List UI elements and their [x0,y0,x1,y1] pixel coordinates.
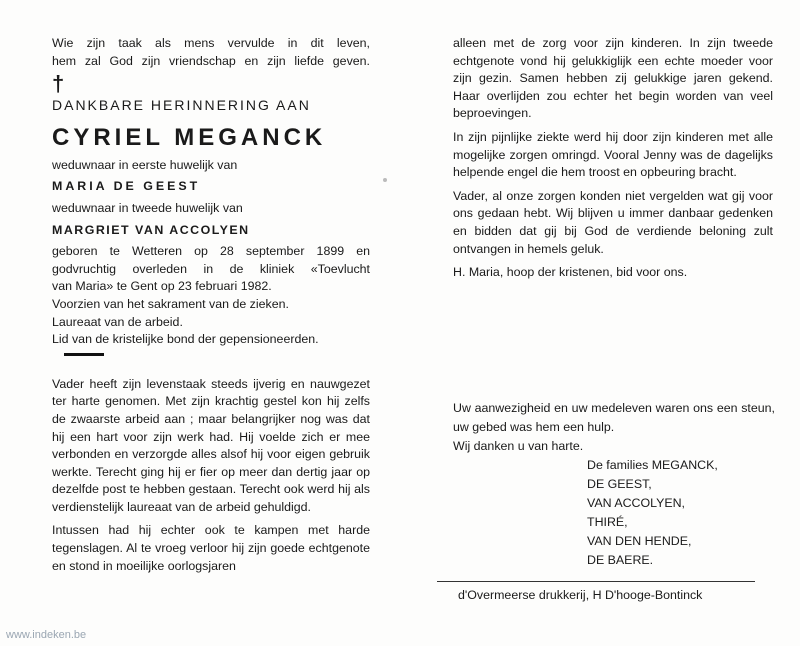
site-watermark: www.indeken.be [6,629,87,641]
bio-line: Voorzien van het sakrament van de zieken. [52,296,289,311]
second-marriage-label: weduwnaar in tweede huwelijk van [52,200,243,215]
printer-rule [437,581,755,582]
print-speck [383,178,387,182]
family-name: THIRÉ, [587,515,628,529]
remembrance-heading: DANKBARE HERINNERING AAN [52,97,311,114]
life-paragraph-3: alleen met de zorg voor zijn kinderen. In zijn tweede echtgenote vond hij gelukkiglijk een echte moeder voor zijn gezin. Samen hebben zij gelukkige jaren gekend. Haar overlijden zou echter het begin worden van veel beproevingen. [453,36,773,121]
family-name: VAN DEN HENDE, [587,534,692,548]
family-name: De families MEGANCK, [587,458,718,472]
bio-line: van Maria» te Gent op 23 februari 1982. [52,279,272,294]
life-paragraph-2: Intussen had hij echter ook te kampen met harde tegenslagen. Al te vroeg verloor hij zijn goede echtgenote en stond in moeilijke oorlogsjaren [52,523,370,573]
printer-credit: d'Overmeerse drukkerij, H D'hooge-Bontinck [458,588,703,602]
bio-line: godvruchtig overleden in de kliniek «Toevlucht [52,261,370,276]
divider-bar [64,353,104,356]
life-paragraph-5: Vader, al onze zorgen konden niet vergelden wat gij voor ons gedaan hebt. Wij blijven u immer danbaar gedenken en bidden dat gij bij God de verdiende beloning zult ontvangen in hemels geluk. [453,188,773,256]
thanks-text: Uw aanwezigheid en uw medeleven waren ons een steun, uw gebed was hem een hulp. [453,401,775,434]
right-page [453,35,773,282]
verse-line-2: hem zal God zijn vriendschap en zijn liefde geven. [52,53,370,68]
deceased-name: CYRIEL MEGANCK [52,123,327,151]
first-marriage-label: weduwnaar in eerste huwelijk van [52,157,238,172]
family-list [587,456,775,570]
second-spouse-name: MARGRIET VAN ACCOLYEN [52,222,250,237]
thanks-line: Wij danken u van harte. [453,439,584,453]
bio-line: Laureaat van de arbeid. [52,314,183,329]
bio-line: geboren te Wetteren op 28 september 1899 en [52,244,370,259]
family-name: VAN ACCOLYEN, [587,496,686,510]
cross-icon: † [52,71,65,97]
bio-line: Lid van de kristelijke bond der gepensioneerden. [52,332,319,347]
thanks-section [453,399,775,570]
left-page [52,35,370,575]
family-name: DE BAERE. [587,553,654,567]
family-name: DE GEEST, [587,477,652,491]
prayer-line: H. Maria, hoop der kristenen, bid voor ons. [453,265,688,280]
verse-line-1: Wie zijn taak als mens vervulde in dit leven, [52,36,370,50]
life-paragraph-4: In zijn pijnlijke ziekte werd hij door zijn kinderen met alle mogelijke zorgen omringd. Vooral Jenny was de dagelijks helpende engel die hem troost en opbeuring bracht. [453,129,773,180]
life-paragraph-1: Vader heeft zijn levenstaak steeds ijverig en nauwgezet ter harte genomen. Met zijn krachtig gestel kon hij zelfs de zwaarste arbeid aan ; maar belangrijker nog was dat hij een hart voor zijn werk had. Hij voelde zich er mee verbonden en verzorgde alles alsof hij voor eigen gebruik werkte. Terecht ging hij er fier op meer dan dertig jaar op dezelfde post te hebben gestaan. Terecht ook werd hij als verdienstelijk laureaat van de arbeid gehuldigd. [52,376,370,514]
first-spouse-name: MARIA DE GEEST [52,179,201,194]
